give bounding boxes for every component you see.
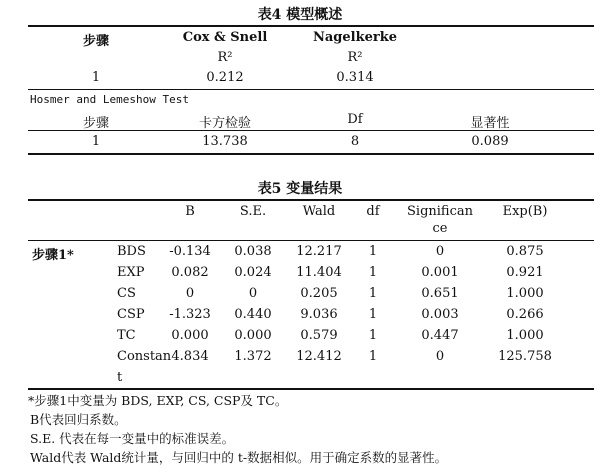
table4-row-step: 1 [91, 70, 101, 85]
table4-header-r2-nagel: R² [347, 50, 363, 65]
table5-cell-b: 4.834 [171, 349, 209, 364]
table5-header-b: B [185, 204, 195, 219]
table4-row-cox: 0.212 [206, 70, 244, 85]
table5-cell-name: BDS [117, 244, 146, 259]
table5-cell-df: 1 [368, 349, 378, 364]
table5-cell-b: 0.000 [171, 328, 209, 343]
table5-constant-wrap: t [117, 370, 123, 385]
table5-cell-b: -1.323 [169, 307, 211, 322]
table5-cell-b: 0.082 [171, 265, 209, 280]
table5-header-significance-wrap: ce [432, 221, 448, 236]
table5-cell-df: 1 [368, 307, 378, 322]
table5-cell-se: 0.440 [234, 307, 272, 322]
table5-header-expb: Exp(B) [502, 204, 548, 219]
table4-bottom-rule [28, 153, 594, 155]
table5-header-significance: Significan [407, 204, 473, 219]
table4-top-rule [28, 25, 594, 27]
table5-header-wald: Wald [302, 204, 336, 219]
table5-cell-df: 1 [368, 328, 378, 343]
table5-cell-name: EXP [117, 265, 145, 280]
table5-cell-se: 0.024 [234, 265, 272, 280]
footnote-variables: *步骤1中变量为 BDS, EXP, CS, CSP及 TC。 [28, 393, 288, 408]
table5-cell-wald: 12.217 [296, 244, 342, 259]
table5-cell-wald: 11.404 [296, 265, 342, 280]
hl-header-chi-square: 卡方检验 [198, 116, 252, 131]
table5-cell-df: 1 [368, 265, 378, 280]
table5-cell-df: 1 [368, 244, 378, 259]
table5-cell-wald: 12.412 [296, 349, 342, 364]
hl-row-step: 1 [91, 134, 101, 149]
table4-mid-rule [28, 89, 594, 90]
table5-cell-exp: 0.921 [506, 265, 544, 280]
table5-bottom-rule [28, 388, 594, 390]
hl-header-df: Df [347, 112, 363, 127]
hl-header-significance: 显著性 [470, 116, 510, 131]
table5-cell-df: 1 [368, 286, 378, 301]
table4-header-nagelkerke: Nagelkerke [312, 30, 398, 45]
table5-cell-sig: 0.447 [421, 328, 459, 343]
table5-cell-b: -0.134 [169, 244, 211, 259]
table5-cell-se: 0.000 [234, 328, 272, 343]
hl-row-chi: 13.738 [202, 134, 248, 149]
hl-header-rule [28, 130, 594, 131]
table5-cell-se: 0 [248, 286, 258, 301]
table5-cell-exp: 1.000 [506, 286, 544, 301]
table4-row-nagel: 0.314 [336, 70, 374, 85]
footnote-se: S.E. 代表在每一变量中的标准误差。 [30, 431, 235, 446]
table5-cell-name: Constan [117, 349, 172, 364]
table5-cell-wald: 0.579 [300, 328, 338, 343]
footnote-wald: Wald代表 Wald统计量，与回归中的 t-数据相似。用于确定系数的显著性。 [30, 450, 448, 465]
table5-cell-exp: 0.266 [506, 307, 544, 322]
hl-header-step: 步骤 [82, 116, 110, 131]
table5-step-label: 步骤1* [32, 248, 74, 263]
table5-header-rule [28, 240, 594, 241]
table5-top-rule [28, 199, 594, 201]
table5-cell-se: 0.038 [234, 244, 272, 259]
table5-caption: 表5 变量结果 [257, 181, 343, 197]
hl-row-df: 8 [350, 134, 360, 149]
table5-cell-exp: 1.000 [506, 328, 544, 343]
table5-cell-wald: 0.205 [300, 286, 338, 301]
table4-caption: 表4 模型概述 [257, 7, 343, 23]
table5-cell-se: 1.372 [234, 349, 272, 364]
table5-cell-exp: 125.758 [498, 349, 552, 364]
table5-cell-name: CS [117, 286, 136, 301]
table4-header-r2-cox: R² [217, 50, 233, 65]
table4-header-step: 步骤 [82, 34, 110, 49]
table5-cell-sig: 0.001 [421, 265, 459, 280]
table5-header-df: df [366, 204, 380, 219]
table5-cell-name: CSP [117, 307, 145, 322]
table4-header-cox-snell: Cox & Snell [182, 30, 268, 45]
table5-cell-sig: 0.651 [421, 286, 459, 301]
table5-cell-sig: 0 [435, 244, 445, 259]
table5-header-se: S.E. [239, 204, 267, 219]
table5-cell-sig: 0.003 [421, 307, 459, 322]
hl-row-sig: 0.089 [471, 134, 509, 149]
table5-cell-name: TC [117, 328, 136, 343]
table5-cell-exp: 0.875 [506, 244, 544, 259]
table5-cell-sig: 0 [435, 349, 445, 364]
footnote-b: B代表回归系数。 [30, 412, 127, 427]
hosmer-lemeshow-title: Hosmer and Lemeshow Test [30, 93, 189, 106]
table5-cell-wald: 9.036 [300, 307, 338, 322]
table5-cell-b: 0 [185, 286, 195, 301]
